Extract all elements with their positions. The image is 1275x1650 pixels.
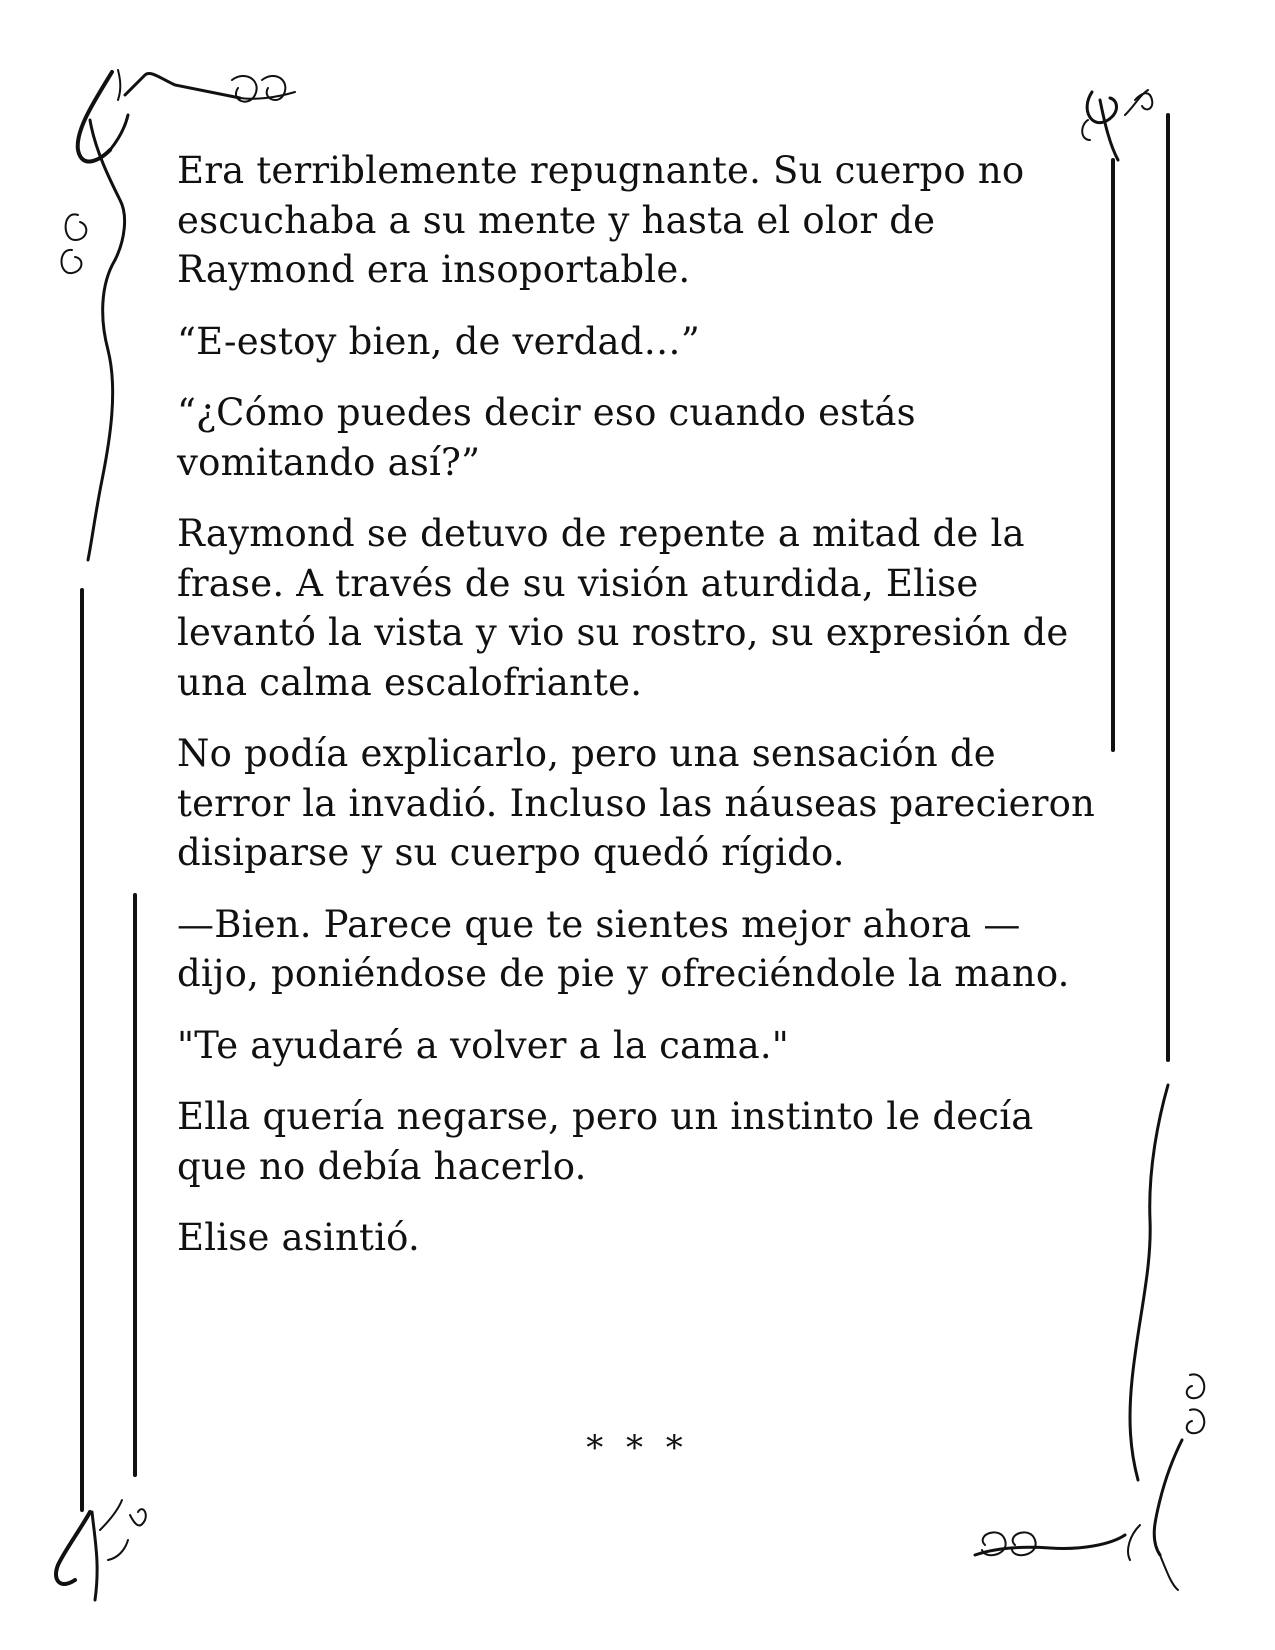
paragraph: Raymond se detuvo de repente a mitad de la frase. A través de su visión aturdida, Elise levantó la vista y vio su rostro, su expresión de una calma escalofriante. [177,512,1069,704]
story-text [177,146,1097,1285]
paragraph: “E-estoy bien, de verdad…” [177,319,700,363]
scene-separator: * * * [586,1428,689,1468]
paragraph: “¿Cómo puedes decir eso cuando estás vomitando así?” [177,391,916,484]
paragraph: Ella quería negarse, pero un instinto le decía que no debía hacerlo. [177,1095,1034,1188]
bottom-left-flourish [56,1500,146,1600]
paragraph: "Te ayudaré a volver a la cama." [177,1023,790,1067]
paragraph: Elise asintió. [177,1216,420,1259]
paragraph: No podía explicarlo, pero una sensación de terror la invadió. Incluso las náuseas parecieron disiparse y su cuerpo quedó rígido. [177,732,1096,874]
paragraph: —Bien. Parece que te sientes mejor ahora —dijo, poniéndose de pie y ofreciéndole la mano. [177,902,1070,995]
paragraph: Era terriblemente repugnante. Su cuerpo no escuchaba a su mente y hasta el olor de Raymond era insoportable. [177,149,1025,291]
